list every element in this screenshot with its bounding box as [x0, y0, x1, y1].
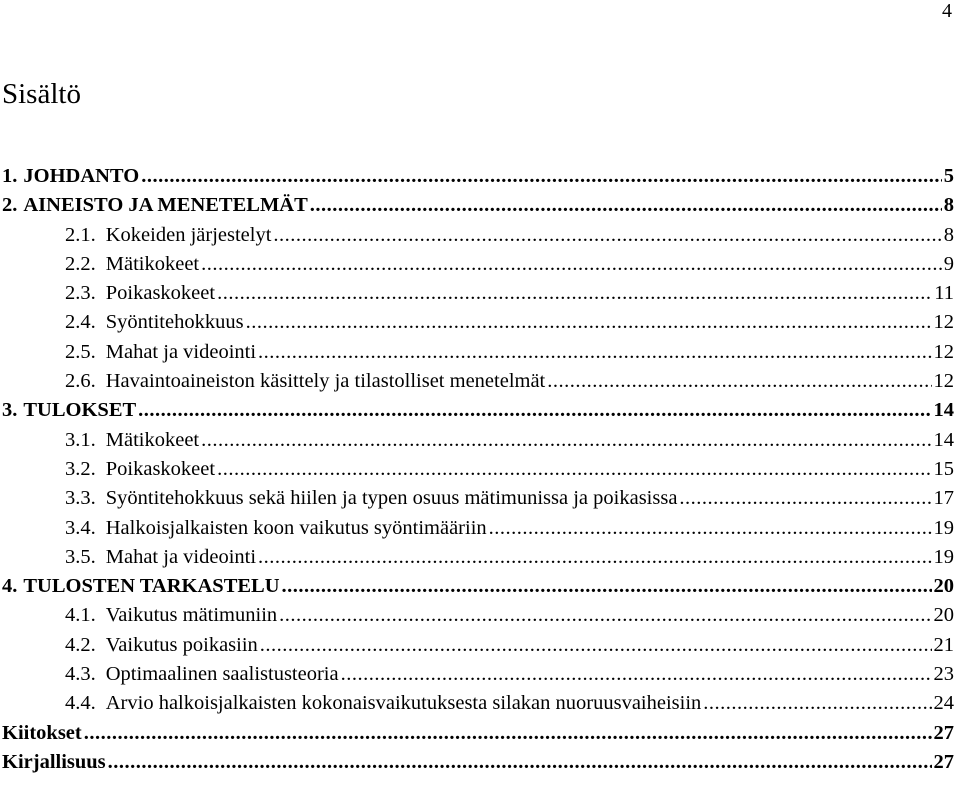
toc-dot-leader — [258, 543, 931, 572]
toc-dot-leader — [217, 279, 932, 308]
toc-entry-title: Mätikokeet — [105, 428, 200, 451]
toc-entry-title: Vaikutus poikasiin — [105, 633, 258, 656]
toc-entry[interactable] — [0, 631, 954, 660]
toc-entry-number: 4.1. — [65, 604, 96, 627]
table-of-contents — [0, 162, 954, 777]
toc-entry-title: Kirjallisuus — [2, 750, 106, 773]
toc-dot-leader — [246, 308, 932, 337]
toc-entry[interactable] — [0, 514, 954, 543]
toc-entry-number: 2.3. — [65, 282, 96, 305]
toc-entry[interactable] — [0, 191, 954, 220]
toc-entry[interactable] — [0, 279, 954, 308]
toc-entry-page: 20 — [933, 575, 954, 598]
toc-entry-number: 2. — [2, 194, 18, 217]
toc-entry[interactable] — [0, 601, 954, 630]
toc-entry-page: 27 — [933, 721, 954, 744]
toc-dot-leader — [282, 572, 932, 601]
toc-entry-title: AINEISTO JA MENETELMÄT — [23, 194, 308, 217]
toc-entry-title: Kiitokset — [2, 721, 82, 744]
toc-dot-leader — [84, 719, 932, 748]
toc-entry-title: Poikaskokeet — [105, 457, 216, 480]
toc-dot-leader — [258, 338, 931, 367]
toc-entry[interactable] — [0, 367, 954, 396]
toc-entry[interactable] — [0, 572, 954, 601]
toc-entry-title: Havaintoaineiston käsittely ja tilastolliset menetelmät — [105, 370, 546, 393]
toc-dot-leader — [108, 748, 932, 777]
toc-entry-page: 14 — [933, 428, 954, 451]
toc-entry-page: 27 — [933, 750, 954, 773]
toc-entry-number: 3. — [2, 399, 18, 422]
page-title: Sisältö — [2, 78, 81, 110]
toc-entry-title: Arvio halkoisjalkaisten kokonaisvaikutuksesta silakan nuoruusvaiheisiin — [105, 692, 702, 715]
toc-dot-leader — [201, 250, 942, 279]
toc-dot-leader — [260, 631, 932, 660]
toc-entry-number: 2.4. — [65, 311, 96, 334]
page-number: 4 — [942, 0, 952, 22]
toc-entry-number: 4.3. — [65, 663, 96, 686]
toc-dot-leader — [217, 455, 931, 484]
toc-entry-page: 24 — [933, 692, 954, 715]
toc-entry[interactable] — [0, 689, 954, 718]
toc-entry-page: 8 — [943, 194, 954, 217]
toc-entry-title: Kokeiden järjestelyt — [105, 223, 272, 246]
toc-entry[interactable] — [0, 543, 954, 572]
toc-entry-title: Halkoisjalkaisten koon vaikutus syöntimääriin — [105, 516, 487, 539]
toc-entry-number: 2.5. — [65, 340, 96, 363]
toc-dot-leader — [279, 601, 931, 630]
toc-entry-number: 2.6. — [65, 370, 96, 393]
toc-dot-leader — [341, 660, 932, 689]
toc-entry-page: 21 — [933, 633, 954, 656]
toc-entry-number: 2.2. — [65, 252, 96, 275]
toc-entry-page: 20 — [933, 604, 954, 627]
toc-entry-page: 12 — [933, 311, 954, 334]
toc-entry-number: 4.2. — [65, 633, 96, 656]
toc-entry[interactable] — [0, 162, 954, 191]
toc-entry[interactable] — [0, 338, 954, 367]
toc-entry-page: 9 — [943, 252, 954, 275]
toc-entry[interactable] — [0, 748, 954, 777]
toc-entry-title: JOHDANTO — [23, 165, 140, 187]
toc-entry-page: 12 — [933, 370, 954, 393]
toc-entry-number: 3.5. — [65, 545, 96, 568]
toc-dot-leader — [201, 426, 931, 455]
toc-entry-number: 3.1. — [65, 428, 96, 451]
toc-dot-leader — [310, 191, 942, 220]
toc-dot-leader — [141, 162, 942, 191]
toc-entry-number: 3.2. — [65, 457, 96, 480]
toc-entry-title: TULOSTEN TARKASTELU — [23, 575, 280, 598]
toc-entry-title: Vaikutus mätimuniin — [105, 604, 278, 627]
toc-entry[interactable] — [0, 426, 954, 455]
toc-entry[interactable] — [0, 455, 954, 484]
toc-entry-number: 3.3. — [65, 487, 96, 510]
toc-entry[interactable] — [0, 250, 954, 279]
toc-entry[interactable] — [0, 308, 954, 337]
toc-entry-number: 1. — [2, 165, 18, 187]
toc-entry-title: Syöntitehokkuus sekä hiilen ja typen osuus mätimunissa ja poikasissa — [105, 487, 678, 510]
toc-entry-page: 23 — [933, 663, 954, 686]
toc-entry-title: Poikaskokeet — [105, 282, 216, 305]
toc-entry-title: TULOKSET — [23, 399, 137, 422]
toc-entry[interactable] — [0, 719, 954, 748]
toc-dot-leader — [489, 514, 932, 543]
toc-entry-number: 4.4. — [65, 692, 96, 715]
toc-entry-page: 15 — [933, 457, 954, 480]
toc-entry-title: Mahat ja videointi — [105, 545, 257, 568]
toc-entry-number: 3.4. — [65, 516, 96, 539]
toc-entry-page: 14 — [933, 399, 954, 422]
toc-entry-title: Mätikokeet — [105, 252, 200, 275]
toc-entry-page: 5 — [943, 165, 954, 187]
toc-entry-page: 12 — [933, 340, 954, 363]
toc-entry-title: Optimaalinen saalistusteoria — [105, 663, 339, 686]
toc-entry-page: 8 — [943, 223, 954, 246]
toc-entry-page: 17 — [933, 487, 954, 510]
toc-dot-leader — [547, 367, 931, 396]
toc-entry[interactable] — [0, 396, 954, 425]
toc-entry[interactable] — [0, 660, 954, 689]
toc-dot-leader — [273, 221, 941, 250]
toc-entry-title: Mahat ja videointi — [105, 340, 257, 363]
toc-dot-leader — [679, 484, 931, 513]
toc-entry-page: 11 — [934, 282, 954, 305]
toc-dot-leader — [138, 396, 931, 425]
toc-entry[interactable] — [0, 221, 954, 250]
toc-entry-title: Syöntitehokkuus — [105, 311, 244, 334]
toc-entry-page: 19 — [933, 516, 954, 539]
toc-entry-number: 4. — [2, 575, 18, 598]
toc-entry-page: 19 — [933, 545, 954, 568]
toc-entry[interactable] — [0, 484, 954, 513]
toc-entry-number: 2.1. — [65, 223, 96, 246]
toc-dot-leader — [703, 689, 931, 718]
